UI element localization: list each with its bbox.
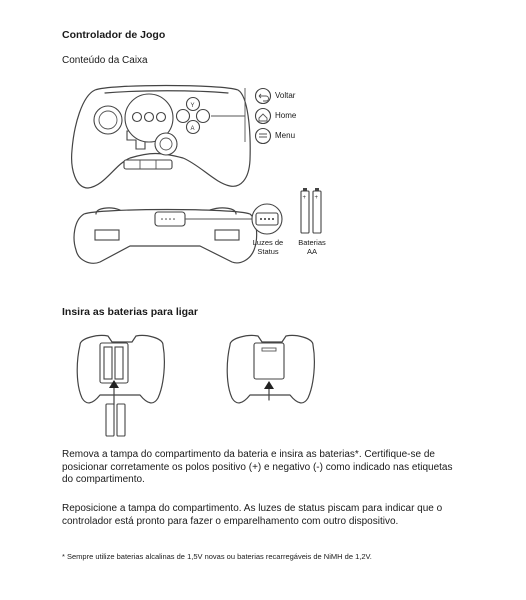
paragraph-remove-cover: Remova a tampa do compartimento da bateria e insira as baterias*. Certifique-se de posicionar corretamente os polos positivo (+) e negativo (-) como indicado nas etiquetas do compartimento. bbox=[62, 449, 453, 485]
status-lights-label: Luzes de Status bbox=[252, 238, 284, 256]
footnote: * Sempre utilize baterias alcalinas de 1,5V novas ou baterias recarregáveis de NiMH de 1,2V. bbox=[62, 552, 372, 561]
closed-compartment-illustration bbox=[227, 335, 314, 402]
menu-icon bbox=[256, 129, 271, 144]
controller-front-view bbox=[72, 86, 271, 189]
page-title: Controlador de Jogo bbox=[62, 29, 166, 41]
svg-text:A: A bbox=[190, 126, 195, 132]
svg-text:Y: Y bbox=[190, 103, 195, 109]
b-button-icon bbox=[197, 110, 210, 123]
svg-text:+: + bbox=[314, 195, 319, 201]
aa-batteries-icon bbox=[301, 188, 321, 233]
right-stick-icon bbox=[155, 133, 177, 155]
menu-label: Menu bbox=[275, 131, 296, 140]
x-button-icon bbox=[177, 110, 190, 123]
media-buttons-icon bbox=[124, 160, 172, 169]
open-compartment-illustration bbox=[77, 335, 164, 436]
batteries-label: Baterias AA bbox=[298, 238, 326, 256]
section-title: Insira as baterias para ligar bbox=[62, 306, 198, 318]
box-contents-heading: Conteúdo da Caixa bbox=[62, 55, 148, 66]
left-stick-icon bbox=[94, 106, 122, 134]
paragraph-replace-cover: Reposicione a tampa do compartimento. As luzes de status piscam para indicar que o controlador está pronto para fazer o emparelhamento com outro dispositivo. bbox=[62, 503, 443, 527]
back-label: Voltar bbox=[275, 91, 296, 100]
svg-text:+: + bbox=[302, 195, 307, 201]
home-label: Home bbox=[275, 111, 297, 120]
